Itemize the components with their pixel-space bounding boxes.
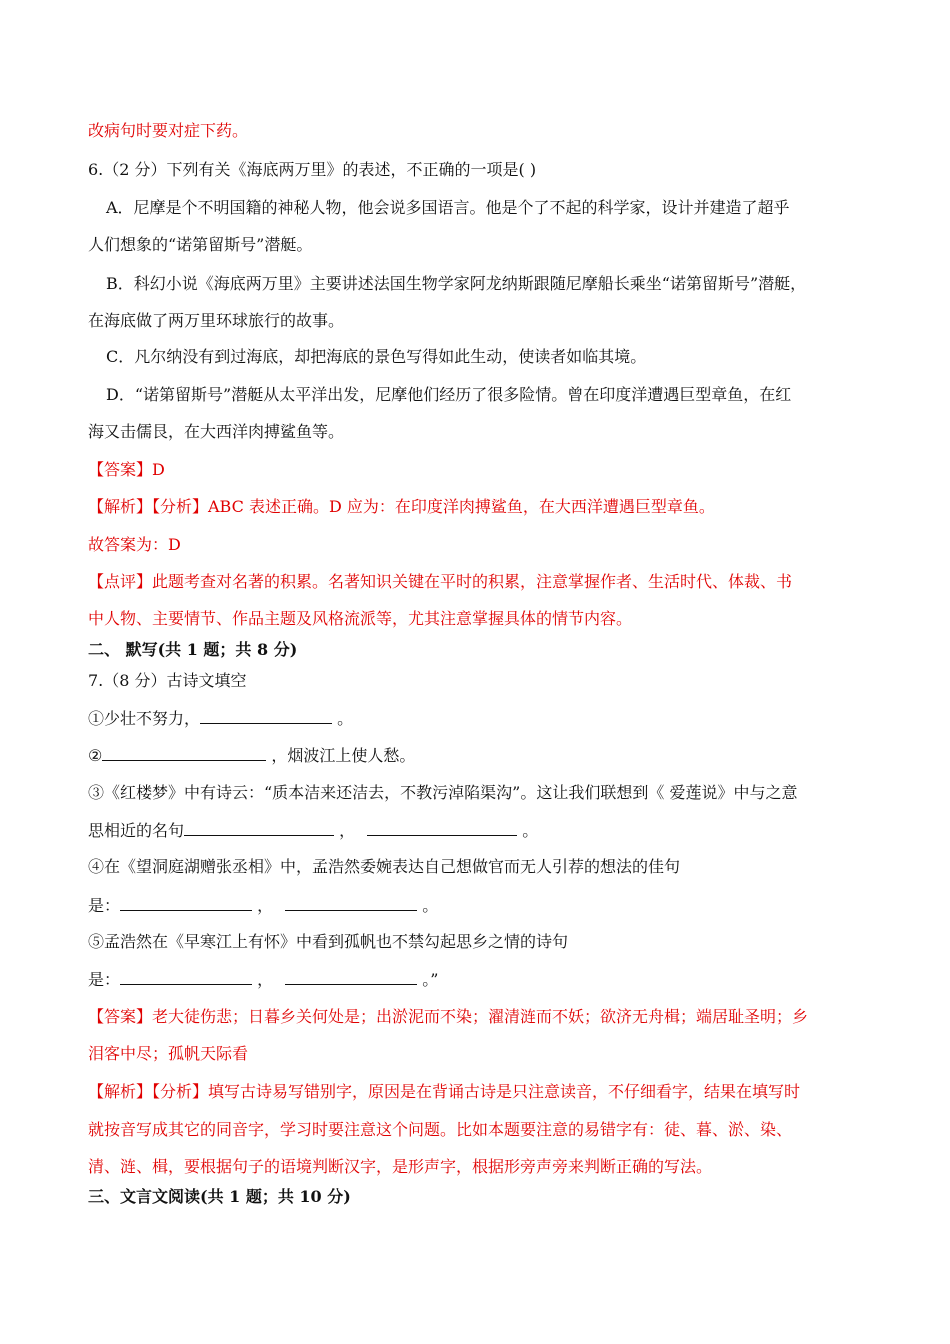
q7-answer-cont: 泪客中尽；孤帆天际看 [88, 1044, 249, 1063]
q7-item-2: ② ，烟波江上使人愁。 [88, 746, 416, 765]
q7-item-4: ④在《望洞庭湖赠张丞相》中，孟浩然委婉表达自己想做官而无人引荐的想法的佳句 [88, 857, 681, 876]
q6-option-a-cont: 人们想象的“诺第留斯号”潜艇。 [88, 235, 313, 254]
blank-field[interactable] [184, 820, 334, 836]
q7-item-3-cont: 思相近的名句 ， 。 [88, 821, 539, 840]
q6-option-b-cont: 在海底做了两万里环球旅行的故事。 [88, 311, 345, 330]
blank-field[interactable] [285, 969, 417, 985]
q7-item-4-cont: 是： ， 。 [88, 896, 439, 915]
q7-analysis-cont-2: 清、涟、楫，要根据句子的语境判断汉字，是形声字，根据形旁声旁来判断正确的写法。 [88, 1157, 713, 1176]
q6-analysis: 【解析】【分析】ABC 表述正确。D 应为：在印度洋肉搏鲨鱼，在大西洋遭遇巨型章鱼。 [88, 497, 715, 516]
q7-item-1: ①少壮不努力， 。 [88, 709, 354, 728]
q6-option-d: D．“诺第留斯号”潜艇从太平洋出发，尼摩他们经历了很多险情。曾在印度洋遭遇巨型章鱼，在红 [106, 385, 792, 404]
q7-answer: 【答案】老大徒伤悲；日暮乡关何处是；出淤泥而不染；濯清涟而不妖；欲济无舟楫；端居耻圣明；乡 [88, 1007, 809, 1026]
q7-analysis: 【解析】【分析】填写古诗易写错别字，原因是在背诵古诗是只注意读音，不仔细看字，结果在填写时 [88, 1082, 801, 1101]
q7-item-5-cont: 是： ， 。” [88, 970, 439, 989]
q7-analysis-cont: 就按音写成其它的同音字，学习时要注意这个问题。比如本题要注意的易错字有：徒、暮、淤、染、 [88, 1120, 793, 1139]
blank-field[interactable] [200, 708, 332, 724]
q6-answer: 【答案】D [88, 460, 165, 479]
q7-item-3: ③《红楼梦》中有诗云：“质本洁来还洁去，不教污淖陷渠沟”。这让我们联想到《 爱莲说》中与之意 [88, 783, 798, 802]
q6-comment-cont: 中人物、主要情节、作品主题及风格流派等，尤其注意掌握具体的情节内容。 [88, 609, 633, 628]
section-2-heading: 二、 默写(共 1 题；共 8 分) [88, 640, 298, 659]
section-3-heading: 三、文言文阅读(共 1 题；共 10 分) [88, 1187, 351, 1206]
q6-option-a: A．尼摩是个不明国籍的神秘人物，他会说多国语言。他是个了不起的科学家，设计并建造了超乎 [106, 198, 790, 217]
blank-field[interactable] [285, 895, 417, 911]
blank-field[interactable] [120, 895, 252, 911]
q6-stem: 6.（2 分）下列有关《海底两万里》的表述，不正确的一项是( ) [88, 160, 537, 179]
blank-field[interactable] [102, 745, 266, 761]
q7-stem: 7.（8 分）古诗文填空 [88, 671, 247, 690]
blank-field[interactable] [120, 969, 252, 985]
q6-final-answer: 故答案为：D [88, 535, 181, 554]
q6-option-c: C．凡尔纳没有到过海底，却把海底的景色写得如此生动，使读者如临其境。 [106, 347, 647, 366]
q6-option-d-cont: 海又击儒艮，在大西洋肉搏鲨鱼等。 [88, 422, 345, 441]
q6-option-b: B．科幻小说《海底两万里》主要讲述法国生物学家阿龙纳斯跟随尼摩船长乘坐“诺第留斯号”潜艇， [106, 274, 807, 293]
q6-comment: 【点评】此题考查对名著的积累。名著知识关键在平时的积累，注意掌握作者、生活时代、体裁、书 [88, 572, 793, 591]
q5-analysis-tail: 改病句时要对症下药。 [88, 121, 249, 140]
blank-field[interactable] [367, 820, 517, 836]
q7-item-5: ⑤孟浩然在《早寒江上有怀》中看到孤帆也不禁勾起思乡之情的诗句 [88, 932, 569, 951]
